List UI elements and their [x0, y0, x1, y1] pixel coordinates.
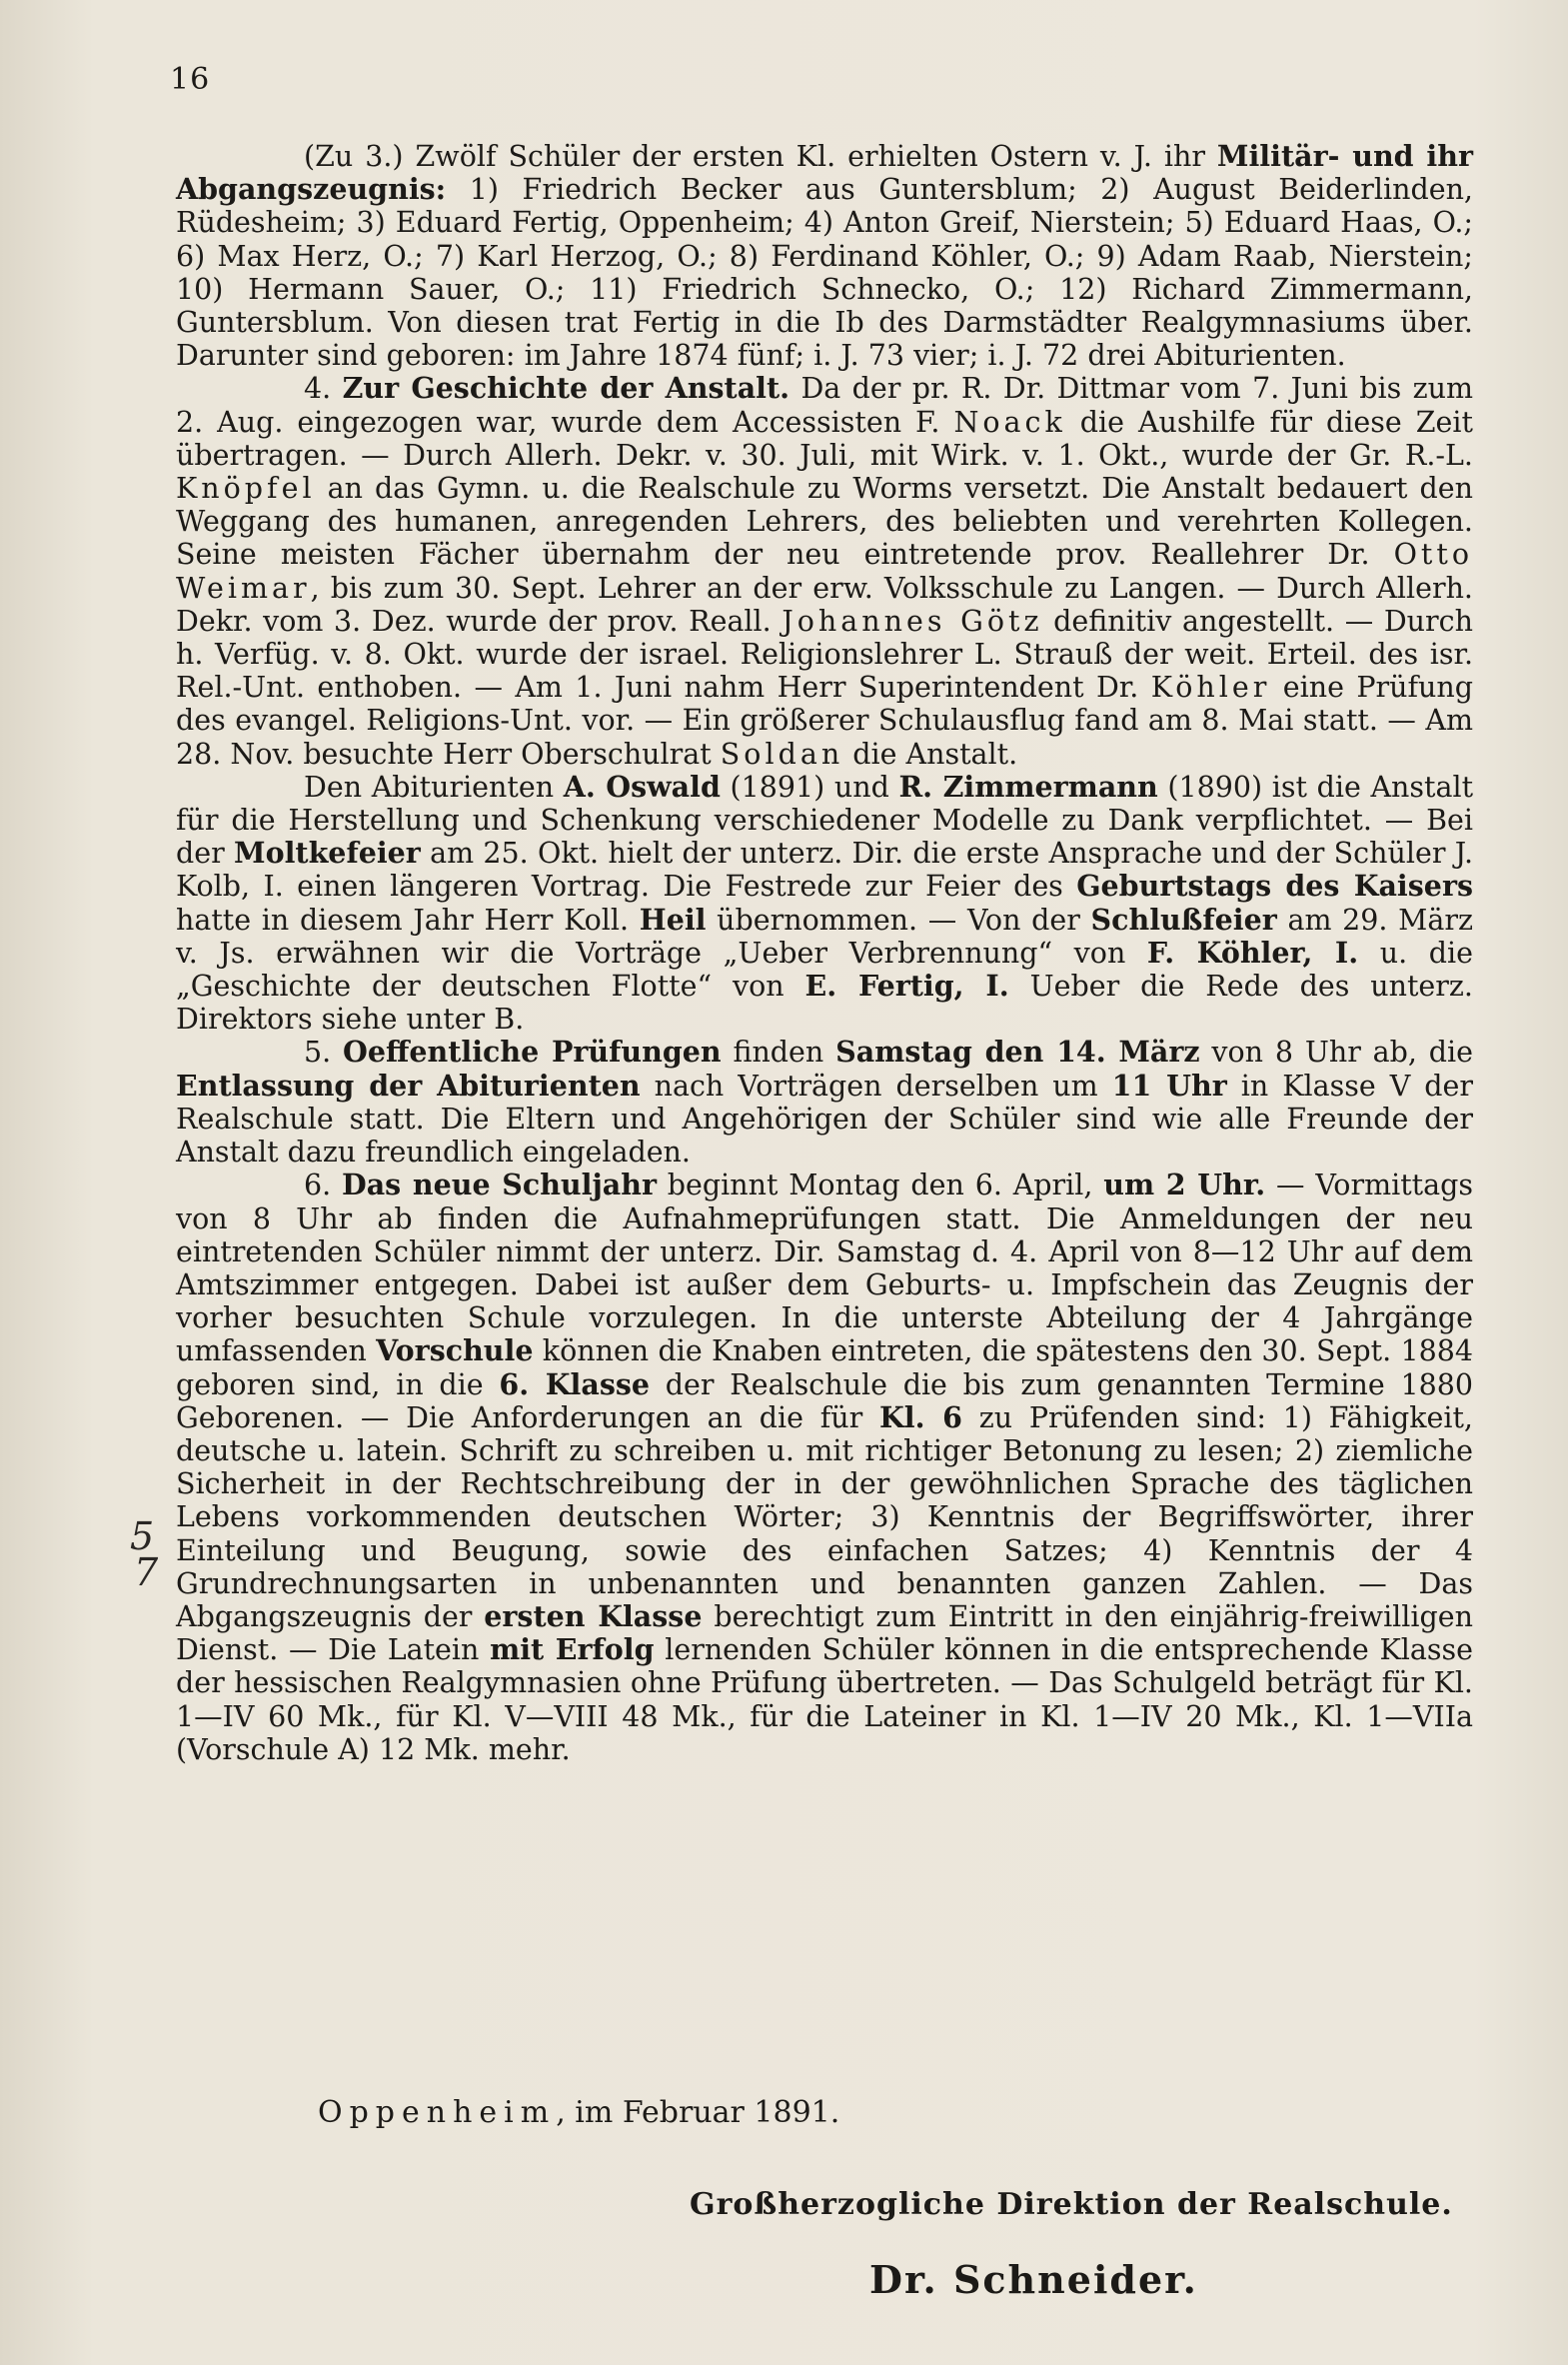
body-text	[176, 140, 1473, 1766]
text-run: am 25. Okt. hielt der unterz. Dir. die erste Ansprache und der Schüler J. Kolb, I. einen längeren Vortrag. Die Festrede zur Feier des	[176, 837, 1474, 904]
emphasized-text: Das neue Schuljahr	[342, 1168, 657, 1202]
text-run: 4.	[304, 372, 343, 406]
signature-office: Großherzogliche Direktion der Realschule.	[690, 2187, 1453, 2222]
text-run: nach Vorträgen derselben um	[640, 1069, 1112, 1103]
text-run: Den Abiturienten	[304, 770, 564, 804]
text-run: — Vormittags von 8 Uhr ab finden die Aufnahmeprüfungen statt. Die Anmeldungen der neu eintretenden Schüler nimmt der unterz. Dir. Samstag d. 4. April von 8—12 Uhr auf dem Amtszimmer entgegen. Dabei ist außer dem Geburts- u. Impfschein das Zeugnis der vorher besuchten Schule vorzulegen. In die unterste Abteilung der 4 Jahrgänge umfassenden	[176, 1169, 1473, 1368]
text-run: übernommen. — Von der	[706, 903, 1091, 937]
spaced-name: Johannes Götz	[782, 604, 1043, 638]
paragraph-neues-schuljahr	[176, 1169, 1473, 1766]
place-and-date	[318, 2095, 839, 2130]
text-run: können die Knaben eintreten, die spätestens den 30. Sept. 1884 geboren sind, in die	[176, 1334, 1474, 1401]
text-run: Da der pr. R. Dr. Dittmar vom 7. Juni bis zum 2. Aug. eingezogen war, wurde dem Accessisten F.	[176, 372, 1473, 439]
page-number: 16	[170, 62, 211, 97]
paragraph-modelle-und-feiern	[176, 771, 1473, 1037]
text-run: an das Gymn. u. die Realschule zu Worms versetzt. Die Anstalt bedauert den Weggang des humanen, anregenden Lehrers, des beliebten und verehrten Kollegen. Seine meisten Fächer übernahm der neu eintretende prov. Reallehrer Dr.	[176, 472, 1473, 572]
emphasized-text: Heil	[639, 902, 707, 937]
spaced-name: Noack	[953, 405, 1066, 439]
text-run: (Zu 3.) Zwölf Schüler der ersten Kl. erhielten Ostern v. J. ihr	[304, 140, 1217, 173]
text-run: 5.	[304, 1036, 344, 1070]
emphasized-text: Zur Geschichte der Anstalt.	[342, 371, 790, 406]
emphasized-text: R. Zimmermann	[898, 769, 1158, 804]
emphasized-text: Moltkefeier	[234, 836, 421, 871]
emphasized-text: Oeffentliche Prüfungen	[343, 1035, 722, 1070]
paragraph-oeffentliche-pruefungen	[176, 1036, 1473, 1169]
text-run: definitiv angestellt. — Durch h. Verfüg. v. 8. Okt. wurde der israel. Religionslehrer L. Strauß der weit. Erteil. des isr. Rel.-Unt. enthoben. — Am 1. Juni nahm Herr Superintendent Dr.	[176, 604, 1473, 705]
margin-note-handwritten: 5	[130, 1514, 155, 1558]
emphasized-text: E. Fertig, I.	[804, 969, 1009, 1004]
date: , im Februar 1891.	[556, 2095, 840, 2130]
text-run: u. die „Geschichte der deutschen Flotte“ von	[176, 936, 1473, 1004]
text-run: die Anstalt.	[843, 737, 1018, 771]
emphasized-text: Entlassung der Abiturienten	[176, 1068, 641, 1103]
emphasized-text: um 2 Uhr.	[1103, 1168, 1266, 1202]
emphasized-text: Samstag den 14. März	[835, 1035, 1200, 1070]
signature-name: Dr. Schneider.	[869, 2257, 1198, 2302]
text-run: , bis zum 30. Sept. Lehrer an der erw. Volksschule zu Langen. — Durch Allerh. Dekr. vom 3. Dez. wurde der prov. Reall.	[176, 571, 1473, 638]
spaced-name: Soldan	[720, 737, 844, 771]
text-run: finden	[721, 1036, 836, 1070]
spaced-name: Otto Weimar	[176, 538, 1473, 605]
spaced-name: Köhler	[1150, 671, 1271, 705]
text-run: hatte in diesem Jahr Herr Koll.	[176, 903, 640, 937]
text-run: (1891) und	[720, 770, 899, 804]
text-run: lernenden Schüler können in die entsprechende Klasse der hessischen Realgymnasien ohne Prüfung übertreten. — Das Schulgeld beträgt für Kl. 1—IV 60 Mk., für Kl. V—VIII 48 Mk., für die Lateiner in Kl. 1—IV 20 Mk., Kl. 1—VIIa (Vorschule A) 12 Mk. mehr.	[176, 1633, 1473, 1766]
text-run: in Klasse V der Realschule statt. Die Eltern und Angehörigen der Schüler sind wie alle Freunde der Anstalt dazu freundlich eingeladen.	[176, 1069, 1473, 1170]
text-run: 1) Friedrich Becker aus Guntersblum; 2) August Beiderlinden, Rüdesheim; 3) Eduard Fertig, Oppenheim; 4) Anton Greif, Nierstein; 5) Eduard Haas, O.; 6) Max Herz, O.; 7) Karl Herzog, O.; 8) Ferdinand Köhler, O.; 9) Adam Raab, Nierstein; 10) Hermann Sauer, O.; 11) Friedrich Schnecko, O.; 12) Richard Zimmermann, Guntersblum. Von diesen trat Fertig in die Ib des Darmstädter Realgymnasiums über. Darunter sind geboren: im Jahre 1874 fünf; i. J. 73 vier; i. J. 72 drei Abiturienten.	[176, 173, 1473, 373]
emphasized-text: ersten Klasse	[484, 1598, 703, 1633]
emphasized-text: A. Oswald	[563, 769, 721, 804]
text-run: berechtigt zum Eintritt in den einjährig-freiwilligen Dienst. — Die Latein	[176, 1599, 1473, 1667]
text-run: zu Prüfenden sind: 1) Fähigkeit, deutsche u. latein. Schrift zu schreiben u. mit richtiger Betonung zu lesen; 2) ziemliche Sicherheit in der Rechtschreibung der in der gewöhnlichen Sprache des täglichen Lebens vorkommenden deutschen Wörter; 3) Kenntnis der Begriffswörter, ihrer Einteilung und Beugung, sowie des einfachen Satzes; 4) Kenntnis der 4 Grundrechnungsarten in unbenannten und benannten ganzen Zahlen. — Das Abgangszeugnis der	[176, 1400, 1473, 1633]
paragraph-abiturienten	[176, 140, 1473, 372]
emphasized-text: F. Köhler, I.	[1146, 935, 1359, 970]
emphasized-text: 6. Klasse	[499, 1366, 651, 1401]
emphasized-text: Vorschule	[376, 1333, 534, 1368]
margin-note-handwritten: 7	[134, 1550, 159, 1594]
emphasized-text: Schlußfeier	[1090, 902, 1277, 937]
text-run: beginnt Montag den 6. April,	[657, 1169, 1104, 1202]
spaced-name: Knöpfel	[176, 472, 316, 506]
place: Oppenheim	[318, 2095, 557, 2130]
emphasized-text: 11 Uhr	[1111, 1068, 1227, 1103]
text-run: Ueber die Rede des unterz. Direktors siehe unter B.	[176, 970, 1473, 1037]
text-run: eine Prüfung des evangel. Religions-Unt. vor. — Ein größerer Schulausflug fand am 8. Mai statt. — Am 28. Nov. besuchte Herr Oberschulrat	[176, 671, 1473, 771]
emphasized-text: Kl. 6	[879, 1399, 962, 1434]
paragraph-geschichte-der-anstalt	[176, 372, 1473, 770]
text-run: von 8 Uhr ab, die	[1199, 1036, 1473, 1070]
emphasized-text: Militär- und ihr Abgangszeugnis:	[176, 139, 1473, 207]
text-run: die Aushilfe für diese Zeit übertragen. — Durch Allerh. Dekr. v. 30. Juli, mit Wirk. v. 1. Okt., wurde der Gr. R.-L.	[176, 405, 1473, 472]
text-run: der Realschule die bis zum genannten Termine 1880 Geborenen. — Die Anforderungen an die für	[176, 1367, 1473, 1434]
text-run: (1890) ist die Anstalt für die Herstellung und Schenkung verschiedener Modelle zu Dank verpflichtet. — Bei der	[176, 770, 1474, 871]
text-run: 6.	[304, 1169, 342, 1202]
emphasized-text: Geburtstags des Kaisers	[1076, 869, 1474, 904]
text-run: am 29. März v. Js. erwähnen wir die Vorträge „Ueber Verbrennung“ von	[176, 903, 1473, 970]
emphasized-text: mit Erfolg	[490, 1632, 655, 1667]
